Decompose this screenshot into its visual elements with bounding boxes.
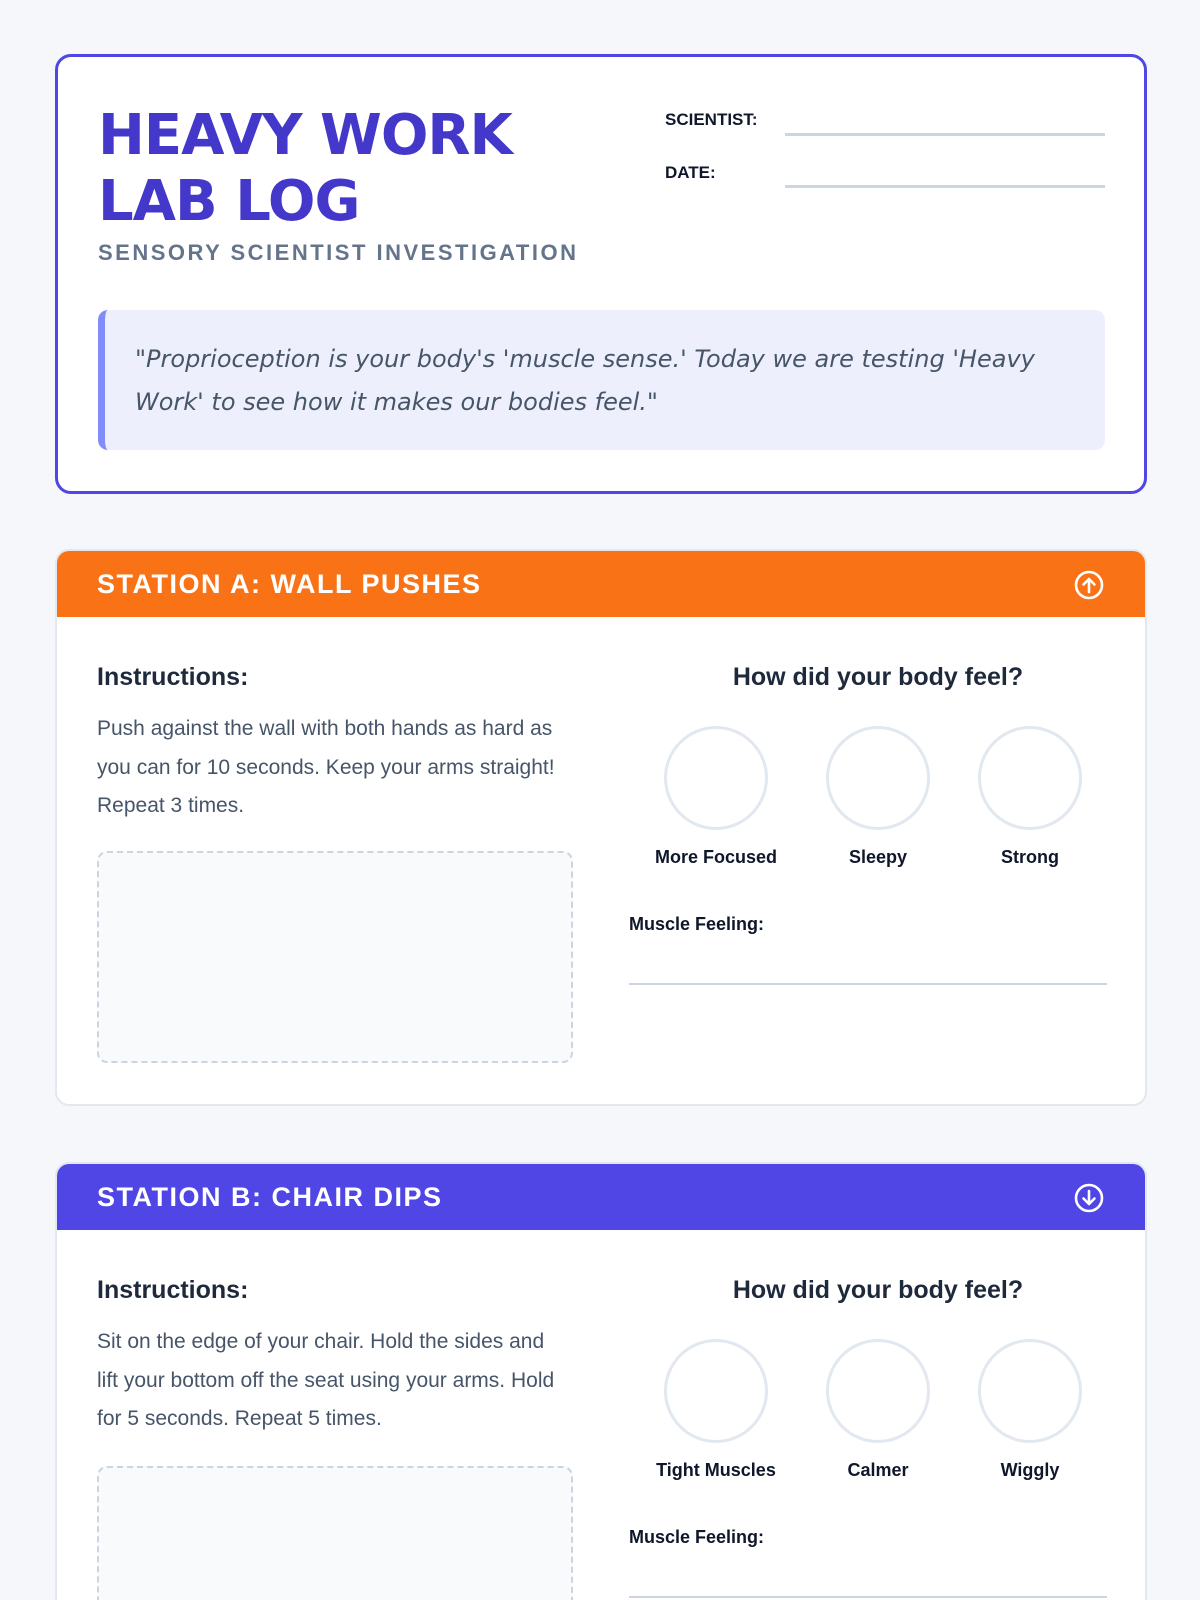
station-a-instructions-heading: Instructions: [97,663,249,691]
feel-circle[interactable] [826,1339,930,1443]
station-b-option-wiggly[interactable] [955,1339,1105,1481]
feel-label: Tight Muscles [656,1460,776,1480]
station-a-muscle-input-line[interactable] [629,983,1107,985]
station-b-option-tight-muscles[interactable] [641,1339,791,1481]
station-b-title: STATION B: CHAIR DIPS [97,1181,443,1212]
page-title [98,103,618,235]
feel-circle[interactable] [664,726,768,830]
intro-quote: "Proprioception is your body's 'muscle sense.' Today we are testing 'Heavy Work' to see how it makes our bodies feel." [135,345,1035,416]
page-subtitle: SENSORY SCIENTIST INVESTIGATION [98,240,579,265]
title-line-2: LAB LOG [98,169,360,234]
station-b-card [55,1162,1147,1600]
scientist-input-line[interactable] [785,133,1105,136]
feel-label: Sleepy [848,847,908,867]
date-input-line[interactable] [785,185,1105,188]
station-b-muscle-input-line[interactable] [629,1596,1107,1598]
station-a-muscle-label: Muscle Feeling: [629,914,765,934]
feel-circle[interactable] [826,726,930,830]
header-card [55,54,1147,494]
feel-label: Wiggly [1000,1460,1060,1480]
feel-label: Strong [1001,847,1059,867]
station-b-instructions: Sit on the edge of your chair. Hold the sides and lift your bottom off the seat using your arms. Hold for 5 seconds. Repeat 5 times. [97,1330,555,1430]
feel-circle[interactable] [978,726,1082,830]
station-b-muscle-label: Muscle Feeling: [629,1527,765,1547]
feel-label: More Focused [654,847,778,867]
station-b-instructions-heading: Instructions: [97,1276,249,1304]
station-a-title: STATION A: WALL PUSHES [97,568,482,599]
station-b-feel-heading: How did your body feel? [732,1276,1024,1304]
intro-quote-box [98,310,1105,450]
station-a-option-more-focused[interactable] [641,726,791,868]
station-a-card [55,549,1147,1106]
station-b-header[interactable] [57,1164,1145,1230]
station-b-option-calmer[interactable] [803,1339,953,1481]
arrow-up-circle-icon[interactable] [1073,569,1105,601]
station-a-drawing-box[interactable] [97,851,573,1063]
station-b-drawing-box[interactable] [97,1466,573,1600]
station-a-option-strong[interactable] [955,726,1105,868]
title-line-1: HEAVY WORK [98,103,512,168]
date-label: DATE: [665,163,716,182]
station-a-feel-heading: How did your body feel? [732,663,1024,691]
station-a-option-sleepy[interactable] [803,726,953,868]
feel-circle[interactable] [664,1339,768,1443]
feel-circle[interactable] [978,1339,1082,1443]
station-a-header[interactable] [57,551,1145,617]
arrow-down-circle-icon[interactable] [1073,1182,1105,1214]
feel-label: Calmer [847,1460,909,1480]
station-a-instructions: Push against the wall with both hands as hard as you can for 10 seconds. Keep your arms straight! Repeat 3 times. [97,717,555,817]
scientist-label: SCIENTIST: [665,110,758,129]
